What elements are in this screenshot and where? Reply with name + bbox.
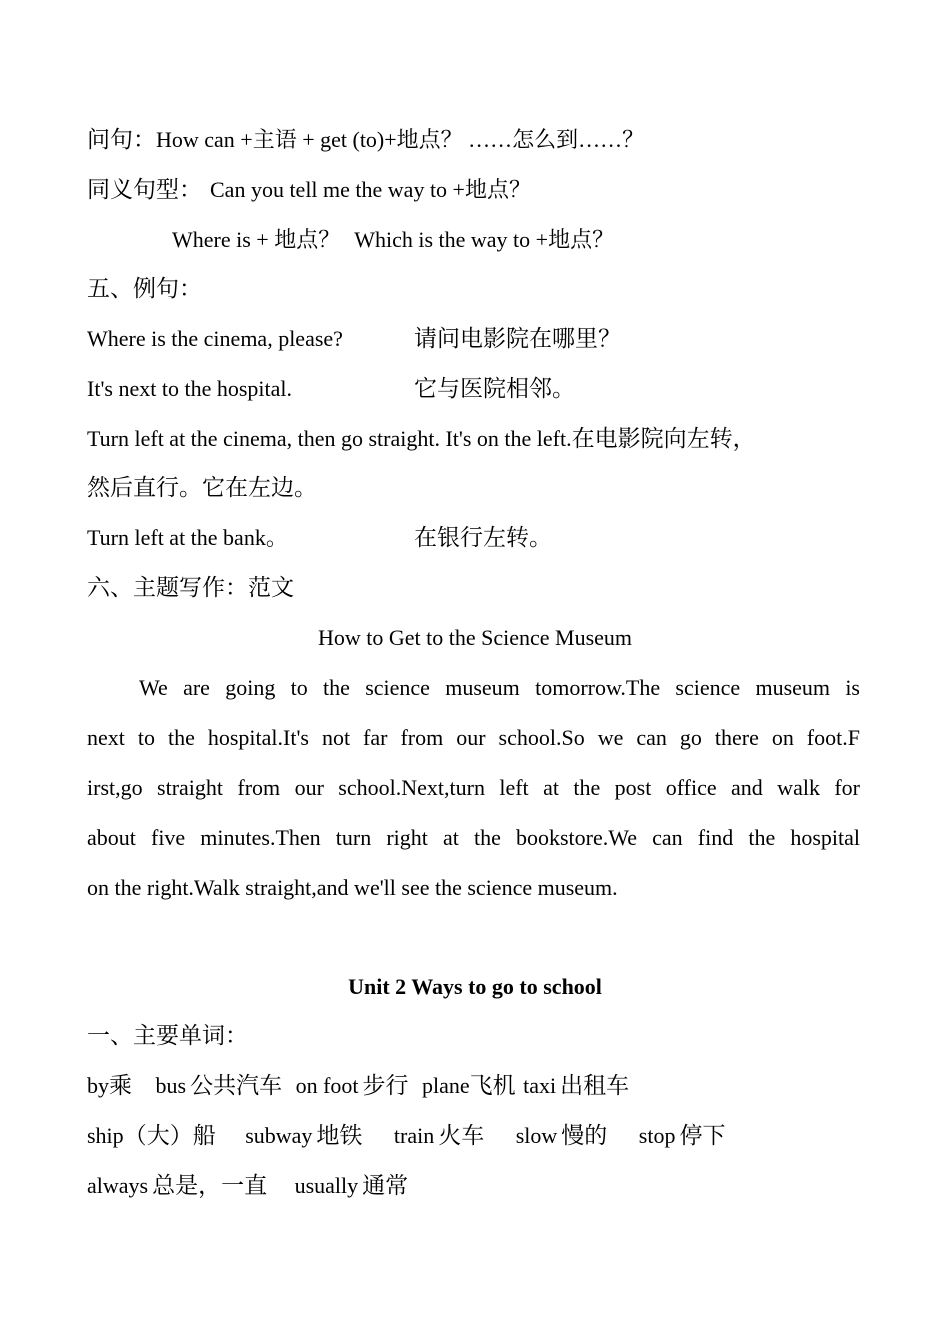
vocab-item: ship（大）船	[87, 1123, 216, 1149]
vocab-item: bus 公共汽车	[155, 1073, 283, 1099]
vocab-row-3	[87, 1171, 408, 1201]
example-en: It's next to the hospital.	[87, 376, 292, 401]
vocab-item: usually 通常	[294, 1173, 409, 1199]
vocab-item: taxi 出租车	[523, 1073, 630, 1099]
vocab-row-2	[87, 1121, 725, 1151]
example-row	[87, 424, 756, 454]
vocab-item: plane飞机	[422, 1073, 516, 1099]
example-row	[87, 374, 292, 404]
synonym-pattern-2: Where is + 地点？	[172, 227, 341, 252]
vocab-item: on foot 步行	[295, 1073, 409, 1099]
synonym-pattern-1: Can you tell me the way to +地点？	[210, 177, 531, 202]
example-en: Turn left at the bank。	[87, 525, 288, 550]
vocab-item: always 总是，一直	[87, 1173, 268, 1199]
section6-heading: 六、主题写作：范文	[87, 575, 294, 601]
example-zh: 请问电影院在哪里？	[414, 326, 621, 352]
example-zh: 在银行左转。	[414, 525, 552, 551]
essay-line: on the right.Walk straight,and we'll see the science museum.	[87, 875, 618, 900]
synonym-line-2	[172, 225, 614, 255]
section5-heading: 五、例句：	[87, 276, 202, 302]
essay-line: We are going to the science museum tomorrow.The science museum is	[139, 675, 860, 700]
vocab-item: by乘	[87, 1073, 132, 1099]
essay-line: about five minutes.Then turn right at the bookstore.We can find the hospital	[87, 825, 860, 850]
vocab-item: slow 慢的	[515, 1123, 608, 1149]
question-pattern-line	[87, 125, 644, 155]
vocab-item: train 火车	[393, 1123, 485, 1149]
vocab-item: stop 停下	[638, 1123, 726, 1149]
essay-line: next to the hospital.It's not far from our school.So we can go there on foot.F	[87, 725, 860, 750]
vocab-item: subway 地铁	[245, 1123, 363, 1149]
vocab-heading: 一、主要单词：	[87, 1023, 248, 1049]
question-pattern: How can +主语 + get (to)+地点？ ……怎么到……？	[156, 127, 645, 152]
example-row	[87, 324, 343, 354]
example-zh: 它与医院相邻。	[414, 376, 575, 402]
synonym-line-1	[87, 175, 531, 205]
example-en: Turn left at the cinema, then go straight. It's on the left.	[87, 426, 572, 451]
example-en: Where is the cinema, please?	[87, 326, 343, 351]
example-zh: 在电影院向左转，	[571, 426, 756, 452]
unit2-title: Unit 2 Ways to go to school	[348, 974, 602, 999]
synonym-label: 同义句型：	[87, 177, 202, 203]
essay-title: How to Get to the Science Museum	[317, 625, 633, 650]
essay-line: irst,go straight from our school.Next,turn left at the post office and walk for	[87, 775, 860, 800]
example-zh-continuation: 然后直行。它在左边。	[87, 475, 317, 501]
example-row	[87, 523, 288, 553]
vocab-row-1	[87, 1071, 629, 1101]
question-label: 问句：	[87, 127, 156, 153]
synonym-pattern-3: Which is the way to +地点？	[354, 227, 615, 252]
